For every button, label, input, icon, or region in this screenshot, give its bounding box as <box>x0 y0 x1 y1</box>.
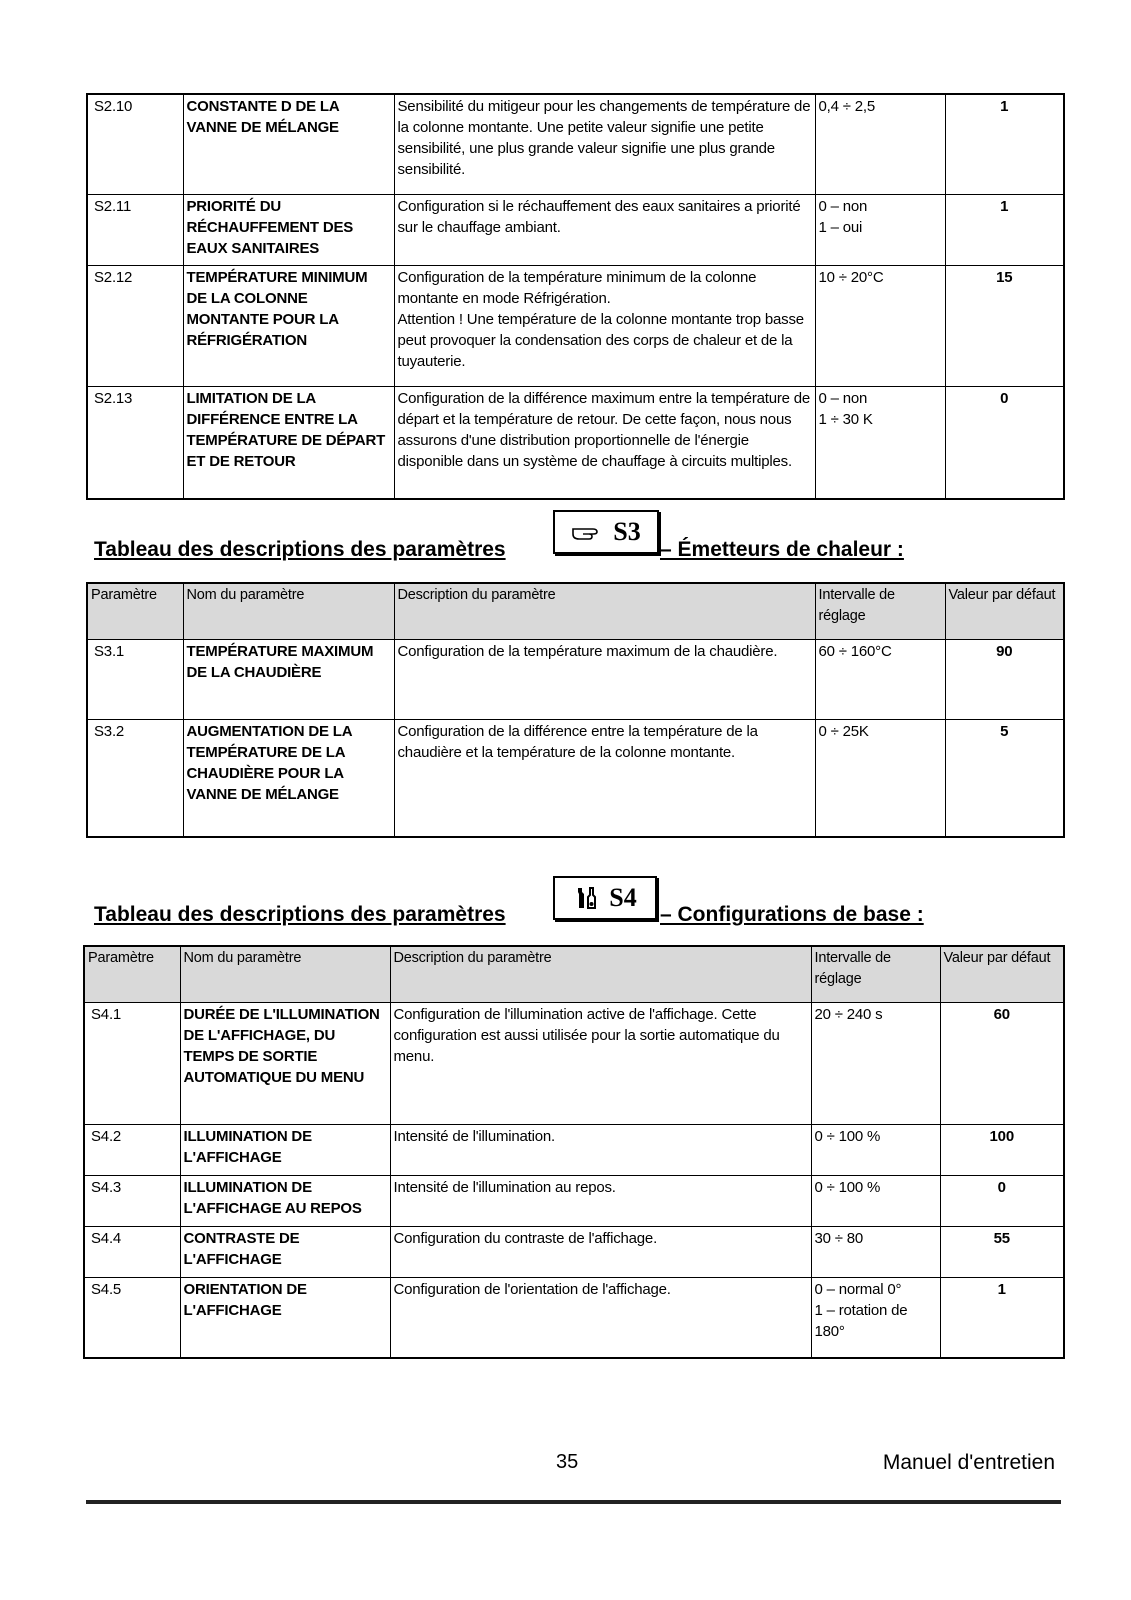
param-default-cell: 0 <box>945 386 1064 499</box>
param-range-cell: 0 – non 1 ÷ 30 K <box>815 386 945 499</box>
header-description: Description du paramètre <box>394 583 815 639</box>
param-name-cell: AUGMENTATION DE LA TEMPÉRATURE DE LA CHAUDIÈRE POUR LA VANNE DE MÉLANGE <box>183 719 394 837</box>
param-description-cell: Configuration de la différence entre la température de la chaudière et la température de la colonne montante. <box>394 719 815 837</box>
hand-pointer-icon <box>571 521 607 543</box>
param-range-cell: 60 ÷ 160°C <box>815 639 945 719</box>
table-row <box>87 265 1064 386</box>
param-name-cell: ILLUMINATION DE L'AFFICHAGE <box>180 1124 390 1175</box>
table-header-row <box>87 583 1064 639</box>
param-range-cell: 0 ÷ 25K <box>815 719 945 837</box>
table-row <box>87 719 1064 837</box>
section-title-s3-suffix <box>660 538 904 562</box>
table-row <box>87 194 1064 265</box>
table-row <box>84 1277 1064 1358</box>
param-name-cell: LIMITATION DE LA DIFFÉRENCE ENTRE LA TEMPÉRATURE DE DÉPART ET DE RETOUR <box>183 386 394 499</box>
parameter-table-s3 <box>86 582 1065 838</box>
table-row <box>87 94 1064 194</box>
param-name-cell: PRIORITÉ DU RÉCHAUFFEMENT DES EAUX SANITAIRES <box>183 194 394 265</box>
footer-divider <box>86 1500 1061 1504</box>
param-default-cell: 1 <box>945 94 1064 194</box>
param-range-cell: 20 ÷ 240 s <box>811 1002 940 1124</box>
param-name-cell: ORIENTATION DE L'AFFICHAGE <box>180 1277 390 1358</box>
param-description-cell: Configuration de l'illumination active de l'affichage. Cette configuration est aussi utilisée pour la sortie automatique du menu. <box>390 1002 811 1124</box>
header-name: Nom du paramètre <box>183 583 394 639</box>
param-description-cell: Configuration de la différence maximum entre la température de départ et la température de retour. De cette façon, nous nous assurons d'une distribution proportionnelle de l'énergie disponible dans un système de chauffage à circuits multiples. <box>394 386 815 499</box>
header-range: Intervalle de réglage <box>811 946 940 1002</box>
table-row <box>84 1226 1064 1277</box>
param-default-cell: 0 <box>940 1175 1064 1226</box>
param-id-cell: S2.13 <box>87 386 183 499</box>
section-title-s4-suffix <box>660 903 924 927</box>
param-name-cell: DURÉE DE L'ILLUMINATION DE L'AFFICHAGE, DU TEMPS DE SORTIE AUTOMATIQUE DU MENU <box>180 1002 390 1124</box>
tools-icon <box>573 885 603 911</box>
param-description-cell: Sensibilité du mitigeur pour les changements de température de la colonne montante. Une petite valeur signifie une petite sensibilité, une plus grande valeur signifie une plus grande sensibilité. <box>394 94 815 194</box>
section-title-s3-text: Tableau des descriptions des paramètres <box>94 538 506 561</box>
param-default-cell: 5 <box>945 719 1064 837</box>
param-description-cell: Configuration du contraste de l'affichage. <box>390 1226 811 1277</box>
param-description-cell: Intensité de l'illumination. <box>390 1124 811 1175</box>
param-name-cell: CONTRASTE DE L'AFFICHAGE <box>180 1226 390 1277</box>
param-range-cell: 10 ÷ 20°C <box>815 265 945 386</box>
page-number: 35 <box>556 1451 579 1473</box>
header-default: Valeur par défaut <box>945 583 1064 639</box>
header-default: Valeur par défaut <box>940 946 1064 1002</box>
param-description-cell: Configuration de l'orientation de l'affichage. <box>390 1277 811 1358</box>
param-default-cell: 90 <box>945 639 1064 719</box>
header-description: Description du paramètre <box>390 946 811 1002</box>
header-range: Intervalle de réglage <box>815 583 945 639</box>
header-name: Nom du paramètre <box>180 946 390 1002</box>
param-default-cell: 100 <box>940 1124 1064 1175</box>
param-name-cell: TEMPÉRATURE MINIMUM DE LA COLONNE MONTANTE POUR LA RÉFRIGÉRATION <box>183 265 394 386</box>
param-id-cell: S2.10 <box>87 94 183 194</box>
section-title-s4 <box>94 903 506 927</box>
param-default-cell: 60 <box>940 1002 1064 1124</box>
manual-title: Manuel d'entretien <box>882 1451 1055 1474</box>
param-description-cell: Intensité de l'illumination au repos. <box>390 1175 811 1226</box>
param-description-cell: Configuration de la température minimum de la colonne montante en mode Réfrigération. Attention ! Une température de la colonne montante trop basse peut provoquer la condensation des corps de chaleur et de la tuyauterie. <box>394 265 815 386</box>
param-name-cell: ILLUMINATION DE L'AFFICHAGE AU REPOS <box>180 1175 390 1226</box>
param-description-cell: Configuration si le réchauffement des eaux sanitaires a priorité sur le chauffage ambiant. <box>394 194 815 265</box>
s4-badge <box>553 876 657 920</box>
param-id-cell: S2.12 <box>87 265 183 386</box>
param-range-cell: 0 ÷ 100 % <box>811 1124 940 1175</box>
param-id-cell: S3.1 <box>87 639 183 719</box>
param-range-cell: 0 ÷ 100 % <box>811 1175 940 1226</box>
param-name-cell: TEMPÉRATURE MAXIMUM DE LA CHAUDIÈRE <box>183 639 394 719</box>
param-default-cell: 15 <box>945 265 1064 386</box>
table-row <box>84 1124 1064 1175</box>
section-title-s4-text: Tableau des descriptions des paramètres <box>94 903 506 926</box>
param-id-cell: S4.3 <box>84 1175 180 1226</box>
table-row <box>87 386 1064 499</box>
param-default-cell: 1 <box>940 1277 1064 1358</box>
s3-badge-label: S3 <box>613 517 641 546</box>
section-title-s3 <box>94 538 506 562</box>
table-row <box>84 1002 1064 1124</box>
parameter-table-s2 <box>86 93 1065 500</box>
param-description-cell: Configuration de la température maximum de la chaudière. <box>394 639 815 719</box>
param-range-cell: 0 – non 1 – oui <box>815 194 945 265</box>
param-default-cell: 55 <box>940 1226 1064 1277</box>
section-title-s3-suffix-text: – Émetteurs de chaleur : <box>660 538 904 561</box>
param-id-cell: S4.1 <box>84 1002 180 1124</box>
param-range-cell: 0,4 ÷ 2,5 <box>815 94 945 194</box>
table-row <box>87 639 1064 719</box>
parameter-table-s4 <box>83 945 1065 1359</box>
s4-badge-label: S4 <box>609 883 637 912</box>
param-name-cell: CONSTANTE D DE LA VANNE DE MÉLANGE <box>183 94 394 194</box>
section-title-s4-suffix-text: – Configurations de base : <box>660 903 924 926</box>
param-default-cell: 1 <box>945 194 1064 265</box>
header-param: Paramètre <box>87 583 183 639</box>
param-id-cell: S3.2 <box>87 719 183 837</box>
param-range-cell: 30 ÷ 80 <box>811 1226 940 1277</box>
param-id-cell: S4.5 <box>84 1277 180 1358</box>
param-id-cell: S4.2 <box>84 1124 180 1175</box>
table-row <box>84 1175 1064 1226</box>
param-id-cell: S4.4 <box>84 1226 180 1277</box>
param-range-cell: 0 – normal 0° 1 – rotation de 180° <box>811 1277 940 1358</box>
header-param: Paramètre <box>84 946 180 1002</box>
s3-badge <box>553 510 659 554</box>
table-header-row <box>84 946 1064 1002</box>
param-id-cell: S2.11 <box>87 194 183 265</box>
